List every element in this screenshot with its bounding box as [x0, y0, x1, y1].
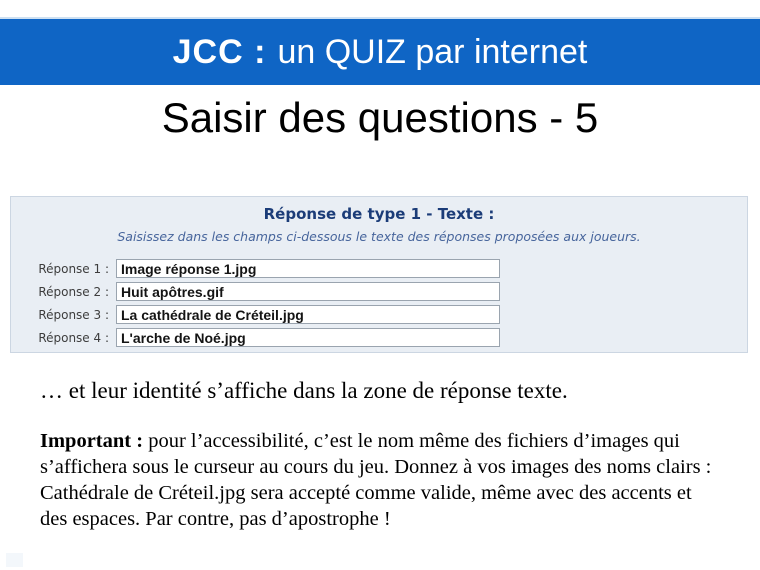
important-text: pour l’accessibilité, c’est le nom même des fichiers d’images qui s’affichera sous le curseur au cours du jeu. Donnez à vos images des noms clairs : Cathédrale de Créteil.jpg sera accepté comme valide, même avec des accents et des espaces. Par contre, pas d’apostrophe ! [40, 430, 712, 530]
header-banner [0, 17, 760, 85]
important-paragraph [40, 428, 712, 532]
banner-title: un QUIZ par internet [277, 32, 588, 71]
answer-4-input[interactable] [116, 328, 500, 347]
answer-2-label: Réponse 2 : [38, 284, 109, 299]
slide-title: Saisir des questions - 5 [161, 94, 599, 141]
banner-brand: JCC : [172, 32, 267, 71]
answer-1-input[interactable] [116, 259, 500, 278]
form-subtitle: Saisissez dans les champs ci-dessous le texte des réponses proposées aux joueurs. [117, 229, 641, 244]
answer-row-2 [11, 280, 747, 303]
answer-4-label: Réponse 4 : [38, 330, 109, 345]
bottom-left-decoration [6, 553, 23, 567]
form-heading: Réponse de type 1 - Texte : [263, 205, 495, 223]
caption-text: … et leur identité s’affiche dans la zone de réponse texte. [40, 378, 568, 403]
answer-row-1 [11, 257, 747, 280]
answer-3-label: Réponse 3 : [38, 307, 109, 322]
answer-2-input[interactable] [116, 282, 500, 301]
answer-row-4 [11, 326, 747, 349]
form-fields [11, 257, 747, 349]
answer-row-3 [11, 303, 747, 326]
answer-3-input[interactable] [116, 305, 500, 324]
answers-form-panel [10, 196, 748, 353]
important-label: Important : [40, 430, 144, 452]
answer-1-label: Réponse 1 : [38, 261, 109, 276]
